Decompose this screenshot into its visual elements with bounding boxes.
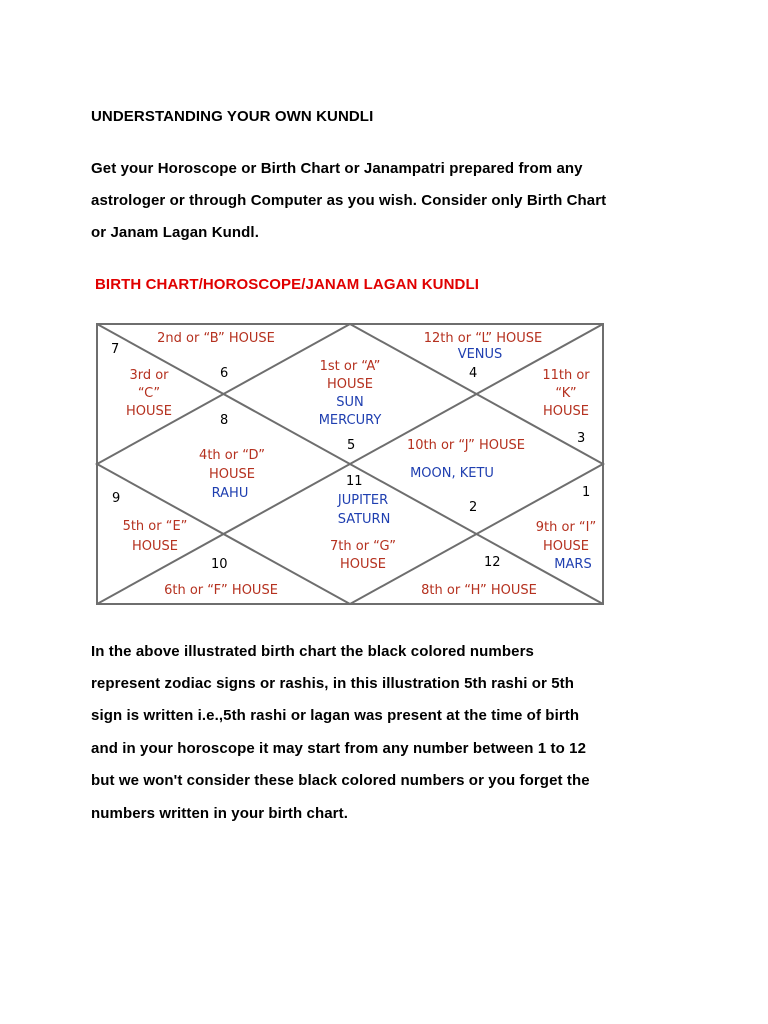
sign-number-3: 3 (577, 431, 586, 446)
intro-line-1: Get your Horoscope or Birth Chart or Janampatri prepared from any (91, 160, 583, 177)
intro-line-2: astrologer or through Computer as you wish. Consider only Birth Chart (91, 192, 607, 209)
body-line-5: but we won't consider these black colored numbers or you forget the (91, 772, 590, 789)
sign-number-11: 11 (346, 474, 363, 489)
sign-number-1: 1 (582, 485, 591, 500)
house-9-label-line1: 9th or “I” (535, 520, 597, 535)
planet-sun: SUN (336, 395, 364, 410)
page-title: UNDERSTANDING YOUR OWN KUNDLI (91, 108, 374, 125)
house-3-label-line1: 3rd or (129, 368, 169, 383)
planet-saturn: SATURN (337, 512, 391, 527)
sign-number-4: 4 (469, 366, 478, 381)
house-2-label: 2nd or “B” HOUSE (157, 331, 275, 346)
sign-number-9: 9 (112, 491, 121, 506)
planet-moon-ketu: MOON, KETU (410, 466, 494, 481)
sign-number-12: 12 (484, 555, 501, 570)
body-line-1: In the above illustrated birth chart the black colored numbers (91, 643, 534, 660)
house-11-label-line3: HOUSE (543, 404, 589, 419)
house-3-label-line2: “C” (137, 386, 161, 401)
house-11-label-line2: “K” (555, 386, 577, 401)
body-line-2: represent zodiac signs or rashis, in this illustration 5th rashi or 5th (91, 675, 575, 692)
planet-jupiter: JUPITER (337, 493, 389, 508)
house-5-label-line1: 5th or “E” (122, 519, 188, 534)
house-8-label: 8th or “H” HOUSE (421, 583, 537, 598)
sign-number-8: 8 (220, 413, 229, 428)
body-line-6: numbers written in your birth chart. (91, 805, 348, 822)
sign-number-2: 2 (469, 500, 478, 515)
sign-number-6: 6 (220, 366, 229, 381)
house-3-label-line3: HOUSE (126, 404, 172, 419)
planet-mars: MARS (554, 557, 592, 572)
planet-rahu: RAHU (211, 486, 249, 501)
house-4-label-line1: 4th or “D” (199, 448, 265, 463)
body-line-3: sign is written i.e.,5th rashi or lagan was present at the time of birth (91, 707, 580, 724)
house-7-label-line2: HOUSE (340, 557, 386, 572)
planet-mercury: MERCURY (318, 413, 382, 428)
house-1-label-line1: 1st or “A” (319, 359, 381, 374)
house-4-label-line2: HOUSE (209, 467, 255, 482)
body-line-4: and in your horoscope it may start from any number between 1 to 12 (91, 740, 587, 757)
house-5-label-line2: HOUSE (132, 539, 178, 554)
sign-number-7: 7 (111, 342, 120, 357)
house-10-label: 10th or “J” HOUSE (406, 438, 526, 453)
house-9-label-line2: HOUSE (543, 539, 589, 554)
house-1-label-line2: HOUSE (327, 377, 373, 392)
house-11-label-line1: 11th or (542, 368, 590, 383)
sign-number-10: 10 (211, 557, 228, 572)
house-6-label: 6th or “F” HOUSE (164, 583, 278, 598)
planet-venus: VENUS (457, 347, 503, 362)
chart-heading: BIRTH CHART/HOROSCOPE/JANAM LAGAN KUNDLI (95, 276, 479, 293)
intro-line-3: or Janam Lagan Kundl. (91, 224, 259, 241)
house-7-label-line1: 7th or “G” (330, 539, 396, 554)
sign-number-5: 5 (347, 438, 356, 453)
house-12-label: 12th or “L” HOUSE (423, 331, 543, 346)
